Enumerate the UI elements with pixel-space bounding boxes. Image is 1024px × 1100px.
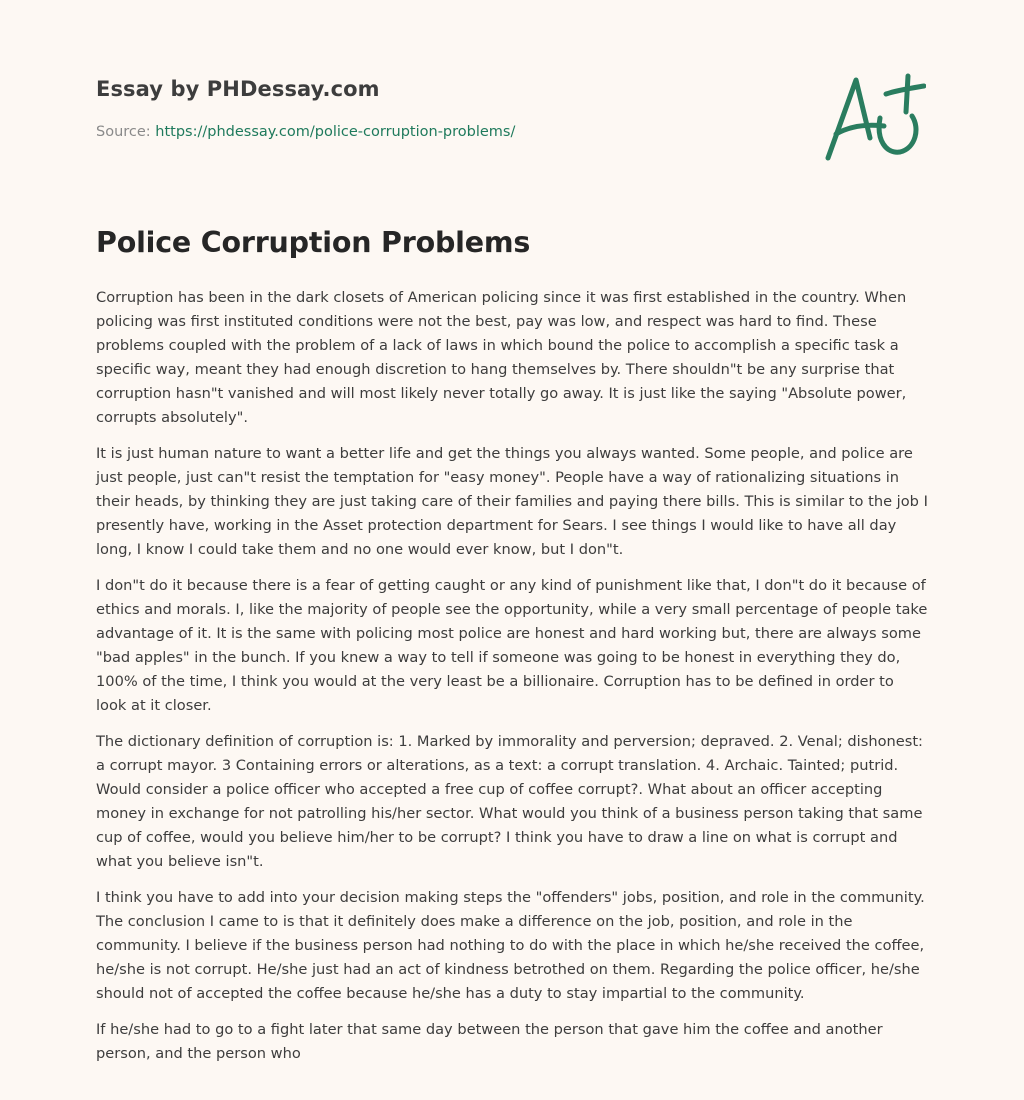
essay-paragraph: I don"t do it because there is a fear of getting caught or any kind of punishment like that, I don"t do it because of ethics and morals. I, like the majority of people see the opportunity, while a very small percentage of people take advantage of it. It is the same with policing most police are honest and hard working but, there are always some "bad apples" in the bunch. If you knew a way to tell if someone was going to be honest in everything they do, 100% of the time, I think you would at the very least be a billionaire. Corruption has to be defined in order to look at it closer.: [96, 577, 928, 714]
essay-paragraph: Corruption has been in the dark closets of American policing since it was first established in the country. When policing was first instituted conditions were not the best, pay was low, and respect was hard to find. These problems coupled with the problem of a lack of laws in which bound the police to accomplish a specific task a specific way, meant they had enough discretion to hang themselves by. There shouldn"t be any surprise that corruption hasn"t vanished and will most likely never totally go away. It is just like the saying "Absolute power, corrupts absolutely".: [96, 289, 907, 426]
essay-title: Police Corruption Problems: [96, 226, 531, 259]
source-link[interactable]: https://phdessay.com/police-corruption-problems/: [155, 124, 516, 140]
essay-paragraph: If he/she had to go to a fight later that same day between the person that gave him the coffee and another person, and the person who: [96, 1021, 883, 1062]
source-line: [96, 124, 515, 140]
essay-paragraph: I think you have to add into your decision making steps the "offenders" jobs, position, and role in the community. The conclusion I came to is that it definitely does make a difference on the job, position, and role in the community. I believe if the business person had nothing to do with the place in which he/she received the coffee, he/she is not corrupt. He/she just had an act of kindness betrothed on them. Regarding the police officer, he/she should not of accepted the coffee because he/she has a duty to stay impartial to the community.: [96, 889, 925, 1002]
source-label: Source:: [96, 124, 151, 140]
essay-paragraph: It is just human nature to want a better life and get the things you always wanted. Some people, and police are just people, just can"t resist the temptation for "easy money". People have a way of rationalizing situations in their heads, by thinking they are just taking care of their families and paying there bills. This is similar to the job I presently have, working in the Asset protection department for Sears. I see things I would like to have all day long, I know I could take them and no one would ever know, but I don"t.: [96, 445, 928, 558]
essay-paragraph: The dictionary definition of corruption is: 1. Marked by immorality and perversion; depraved. 2. Venal; dishonest: a corrupt mayor. 3 Containing errors or alterations, as a text: a corrupt translation. 4. Archaic. Tainted; putrid. Would consider a police officer who accepted a free cup of coffee corrupt?. What about an officer accepting money in exchange for not patrolling his/her sector. What would you think of a business person taking that same cup of coffee, would you believe him/her to be corrupt? I think you have to draw a line on what is corrupt and what you believe isn"t.: [96, 733, 923, 870]
site-brand: Essay by PHDessay.com: [96, 77, 380, 101]
a-plus-grade-icon: [822, 68, 926, 164]
essay-body: [96, 286, 928, 1078]
